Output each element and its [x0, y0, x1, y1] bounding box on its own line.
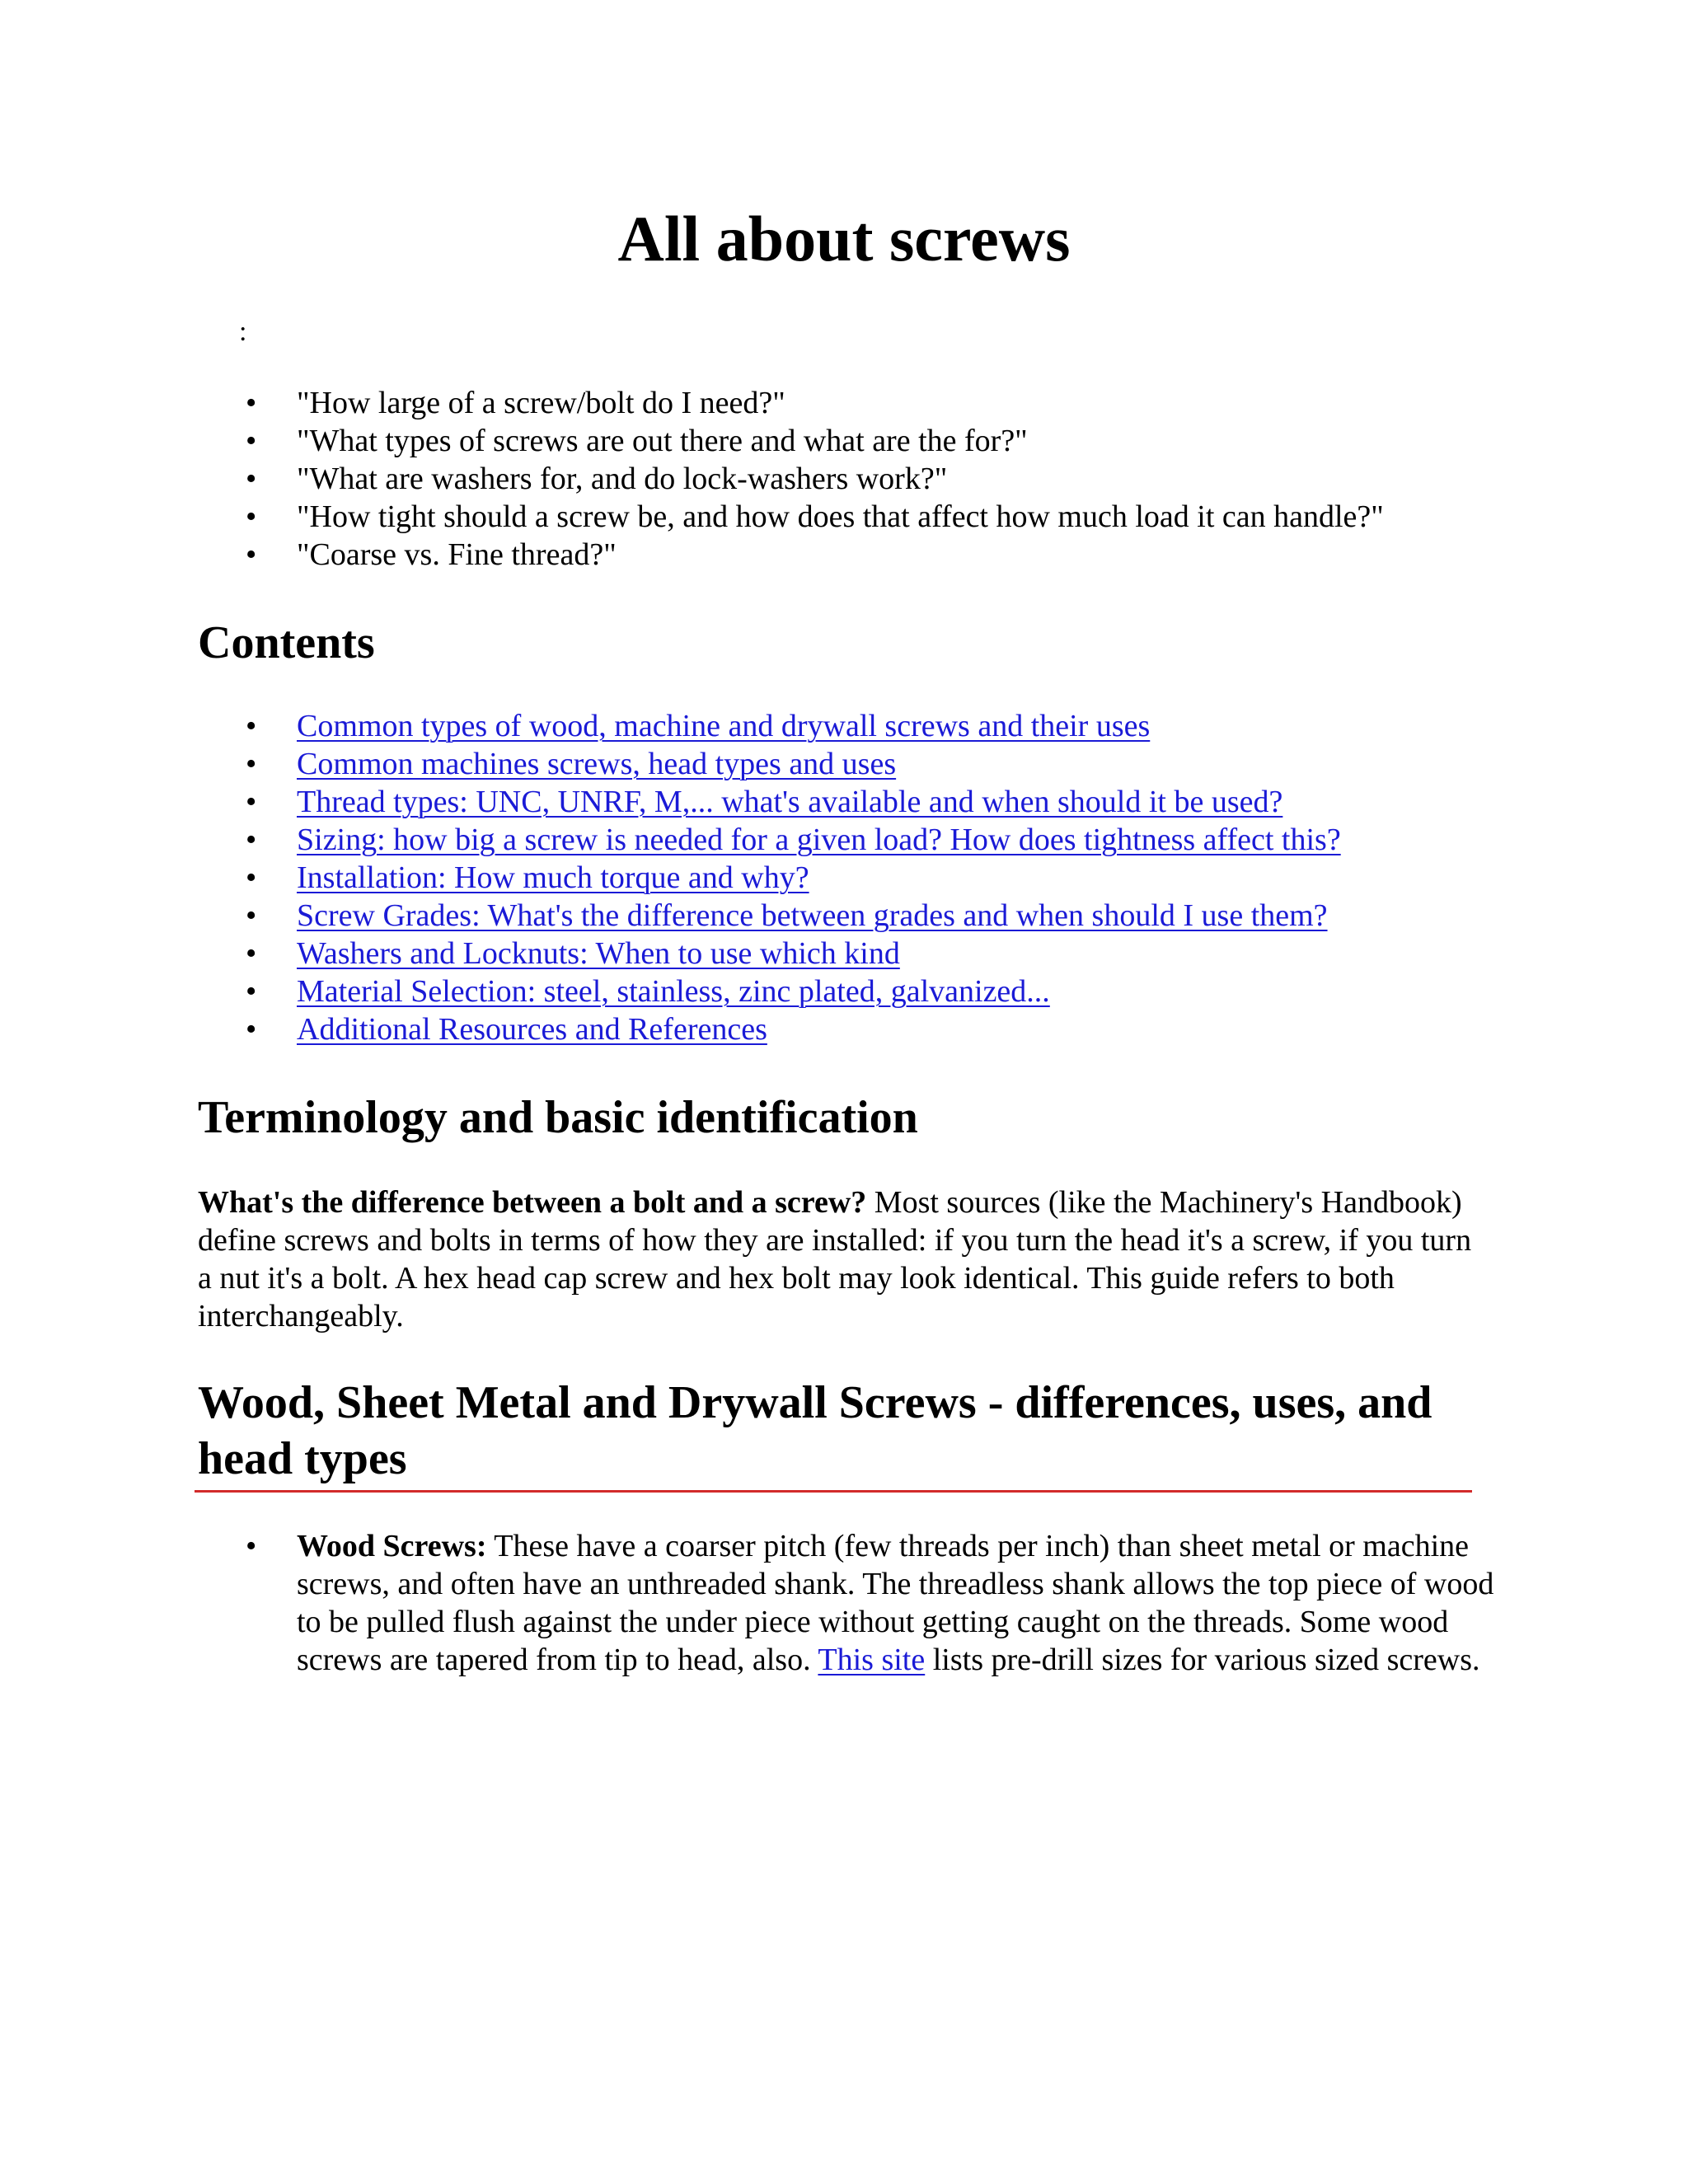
contents-link-machine-screws[interactable]: Common machines screws, head types and uses	[297, 747, 897, 781]
bullet-icon: •	[246, 386, 257, 420]
contents-link-thread-types[interactable]: Thread types: UNC, UNRF, M,... what's available and when should it be used?	[297, 785, 1283, 819]
contents-link-screw-grades[interactable]: Screw Grades: What's the difference between grades and when should I use them?	[297, 898, 1328, 933]
question-text: "What are washers for, and do lock-washers work?"	[297, 462, 948, 496]
question-text: "How large of a screw/bolt do I need?"	[297, 386, 785, 420]
bullet-icon: •	[246, 974, 257, 1009]
wood-screws-description-end: lists pre-drill sizes for various sized screws.	[925, 1643, 1480, 1677]
contents-item	[246, 897, 1517, 935]
question-text: "How tight should a screw be, and how does that affect how much load it can handle?"	[297, 499, 1384, 534]
bullet-icon: •	[246, 860, 257, 895]
contents-item	[246, 783, 1517, 821]
terminology-answer: Most sources (like the Machinery's Handbook) define screws and bolts in terms of how they are installed: if you turn the head it's a screw, if you turn a nut it's a bolt. A hex head cap screw and hex bolt may look identical. This guide refers to both interchangeably.	[198, 1185, 1472, 1333]
contents-heading: Contents	[198, 617, 375, 668]
wood-screws-description: These have a coarser pitch (few threads per inch) than sheet metal or machine screws, and often have an unthreaded shank. The threadless shank allows the top piece of wood to be pulled flush against the under piece without getting caught on the threads. Some wood screws are tapered from tip to head, also.	[297, 1529, 1494, 1677]
bullet-icon: •	[246, 823, 257, 857]
terminology-paragraph	[198, 1183, 1484, 1335]
contents-link-resources[interactable]: Additional Resources and References	[297, 1012, 767, 1047]
wood-screws-label: Wood Screws:	[297, 1529, 487, 1563]
section-divider	[195, 1490, 1472, 1493]
intro-marker: :	[239, 316, 247, 347]
terminology-question: What's the difference between a bolt and a screw?	[198, 1185, 867, 1220]
questions-list	[246, 384, 1517, 574]
bullet-icon: •	[246, 424, 257, 458]
question-text: "Coarse vs. Fine thread?"	[297, 537, 617, 572]
contents-item	[246, 821, 1517, 859]
question-text: "What types of screws are out there and what are the for?"	[297, 424, 1028, 458]
contents-link-sizing[interactable]: Sizing: how big a screw is needed for a given load? How does tightness affect this?	[297, 823, 1341, 857]
contents-item	[246, 707, 1517, 745]
page-title: All about screws	[617, 203, 1071, 274]
list-item	[246, 422, 1517, 460]
wood-screws-text	[297, 1527, 1500, 1679]
bullet-icon: •	[246, 747, 257, 781]
contents-item	[246, 972, 1517, 1010]
contents-item	[246, 745, 1517, 783]
bullet-icon: •	[246, 1529, 257, 1563]
contents-list	[246, 707, 1517, 1048]
bullet-icon: •	[246, 785, 257, 819]
bullet-icon: •	[246, 709, 257, 743]
bullet-icon: •	[246, 936, 257, 971]
contents-link-washers[interactable]: Washers and Locknuts: When to use which kind	[297, 936, 900, 971]
wood-screws-list	[246, 1527, 1517, 1679]
bullet-icon: •	[246, 537, 257, 572]
contents-link-screw-types[interactable]: Common types of wood, machine and drywall screws and their uses	[297, 709, 1151, 743]
contents-item	[246, 935, 1517, 972]
contents-link-installation[interactable]: Installation: How much torque and why?	[297, 860, 809, 895]
list-item	[246, 460, 1517, 498]
list-item	[246, 1527, 1517, 1679]
contents-item	[246, 859, 1517, 897]
bullet-icon: •	[246, 462, 257, 496]
contents-item	[246, 1010, 1517, 1048]
this-site-link[interactable]: This site	[818, 1643, 926, 1677]
bullet-icon: •	[246, 499, 257, 534]
contents-link-material[interactable]: Material Selection: steel, stainless, zinc plated, galvanized...	[297, 974, 1050, 1009]
bullet-icon: •	[246, 1012, 257, 1047]
wood-screws-heading: Wood, Sheet Metal and Drywall Screws - differences, uses, and head types	[198, 1377, 1432, 1484]
list-item	[246, 384, 1517, 422]
list-item	[246, 498, 1517, 536]
bullet-icon: •	[246, 898, 257, 933]
terminology-heading: Terminology and basic identification	[198, 1092, 918, 1143]
list-item	[246, 536, 1517, 574]
